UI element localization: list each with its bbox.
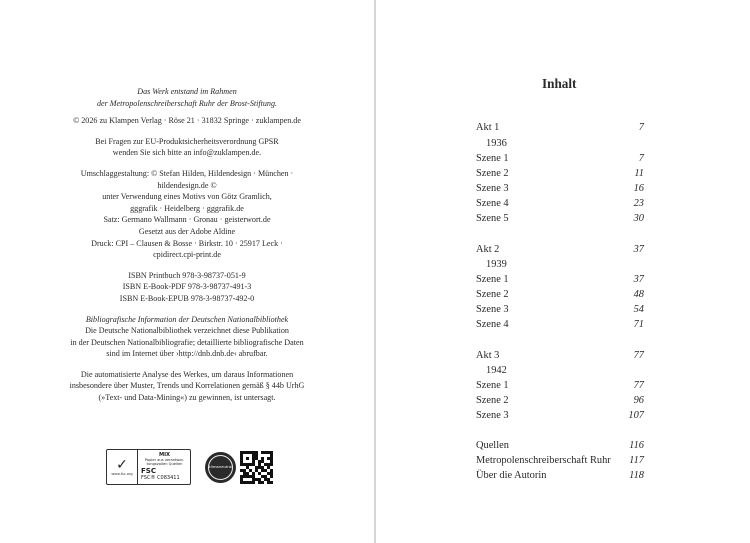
climate-seal-icon: klimaneutral <box>205 452 236 483</box>
toc-entry <box>476 212 644 226</box>
font-line: Gesetzt aus der Adobe Aldine <box>138 226 236 236</box>
toc-entry-label: Akt 1 <box>476 122 500 133</box>
toc-entry-page: 7 <box>638 122 644 133</box>
imprint-page <box>0 0 374 543</box>
toc-entry-label: Szene 5 <box>476 213 509 224</box>
toc-title: Inhalt <box>542 76 577 91</box>
fsc-tree-icon: ✓ www.fsc.org <box>107 450 138 484</box>
toc-entry-page: 54 <box>633 304 644 315</box>
gpsr-line: wenden Sie sich bitte an info@zuklampen.de. <box>112 148 262 158</box>
toc-entry <box>476 258 644 272</box>
dnb-line: in der Deutschen Nationalbibliografie; detaillierte bibliografische Daten <box>70 337 304 347</box>
dnb-line: sind im Internet über ›http://dnb.dnb.de‹ abrufbar. <box>106 349 268 359</box>
dnb-line: Die Deutsche Nationalbibliothek verzeichnet diese Publikation <box>85 326 289 336</box>
toc-entry-page: 107 <box>628 410 644 421</box>
fsc-mix-label: MIX <box>158 452 171 458</box>
toc-entry <box>476 303 644 317</box>
toc-entry-page: 118 <box>629 470 644 481</box>
toc-entry-page: 77 <box>633 350 644 361</box>
toc-entry <box>476 439 644 453</box>
toc-entry <box>476 288 644 302</box>
isbn-line: ISBN Printbuch 978-3-98737-051-9 <box>128 270 246 280</box>
typesetting-line: Satz: Germano Wallmann · Gronau · geisterwort.de <box>103 215 271 225</box>
toc-entry <box>476 364 644 378</box>
fsc-logo <box>106 449 191 485</box>
certification-logos <box>106 448 273 486</box>
isbn-line: ISBN E-Book-EPUB 978-3-98737-492-0 <box>119 293 255 303</box>
print-line: cpidirect.cpi-print.de <box>153 250 221 260</box>
toc-entry <box>476 349 644 363</box>
toc-entry-label: Szene 3 <box>476 304 509 315</box>
toc-entry <box>476 318 644 332</box>
toc-entry <box>476 379 644 393</box>
toc-entry <box>476 167 644 181</box>
toc-entry <box>476 409 644 423</box>
toc-entry-label: Szene 1 <box>476 153 509 164</box>
toc-entry-label: Szene 4 <box>476 319 509 330</box>
toc-entry <box>476 197 644 211</box>
toc-entry <box>476 273 644 287</box>
toc-entry-page: 71 <box>633 319 644 330</box>
toc-entry <box>476 454 644 468</box>
toc-entry-page: 30 <box>633 213 644 224</box>
cover-credit-line: gggrafik · Heidelberg · gggrafik.de <box>130 203 244 213</box>
tdm-line: insbesondere über Muster, Trends und Korrelationen gemäß § 44b UrhG <box>69 381 305 391</box>
toc-entry <box>476 243 644 257</box>
imprint-line: der Metropolenschreiberschaft Ruhr der Brost-Stiftung. <box>96 98 278 108</box>
toc-entry-label: Quellen <box>476 440 509 451</box>
gpsr-line: Bei Fragen zur EU-Produktsicherheitsverordnung GPSR <box>95 136 279 146</box>
toc-entry-label: Akt 3 <box>476 350 500 361</box>
fsc-code-label: FSC® C083411 <box>141 475 180 482</box>
toc-entry-label: Metropolenschreiberschaft Ruhr <box>476 455 611 466</box>
toc-entry <box>476 394 644 408</box>
tdm-line: (»Text- und Data-Mining«) zu gewinnen, ist untersagt. <box>98 393 276 403</box>
toc-entry <box>476 121 644 135</box>
toc-entry-page: 7 <box>638 153 644 164</box>
toc-entry-page: 37 <box>633 274 644 285</box>
toc-entry-page: 37 <box>633 244 644 255</box>
toc-entry <box>476 182 644 196</box>
fsc-brand-label: FSC <box>141 467 156 476</box>
tdm-line: Die automatisierte Analyse des Werkes, um daraus Informationen <box>80 369 294 379</box>
toc-entry-page: 96 <box>633 395 644 406</box>
toc-entry-label: 1936 <box>486 138 507 149</box>
toc-entry-label: Szene 4 <box>476 198 509 209</box>
cover-credit-line: unter Verwendung eines Motivs von Götz Gramlich, <box>102 192 272 202</box>
toc-entry-label: Szene 1 <box>476 380 509 391</box>
qr-code-icon <box>240 451 273 484</box>
cover-credit-line: Umschlaggestaltung: © Stefan Hilden, Hildendesign · München · <box>80 168 294 178</box>
cover-credit-line: hildendesign.de © <box>157 180 217 190</box>
toc-entry-label: Akt 2 <box>476 244 500 255</box>
imprint-text <box>20 86 354 404</box>
toc-entry <box>476 469 644 483</box>
toc-entry-page: 23 <box>633 198 644 209</box>
toc-entry-page: 16 <box>633 183 644 194</box>
toc-entry-label: 1939 <box>486 259 507 270</box>
toc-entry-label: Szene 1 <box>476 274 509 285</box>
print-line: Druck: CPI – Clausen & Bosse · Birkstr. 10 · 25917 Leck · <box>91 238 283 248</box>
toc-entry-label: Szene 2 <box>476 395 509 406</box>
toc-entry-page: 77 <box>633 380 644 391</box>
toc-entry-label: Szene 2 <box>476 168 509 179</box>
toc-entry-label: Szene 3 <box>476 410 509 421</box>
toc-entry-page: 48 <box>633 289 644 300</box>
toc-entry-label: 1942 <box>486 365 507 376</box>
dnb-heading: Bibliografische Information der Deutschen Nationalbibliothek <box>85 314 289 324</box>
fsc-paper-label: tungsvollen Quellen <box>146 462 183 467</box>
imprint-line: Das Werk entstand im Rahmen <box>137 87 237 96</box>
toc-entry <box>476 137 644 151</box>
toc-entry-page: 116 <box>629 440 644 451</box>
toc-entry-label: Szene 3 <box>476 183 509 194</box>
toc-entry-page: 11 <box>634 168 644 179</box>
toc-entry-label: Über die Autorin <box>476 470 547 481</box>
isbn-line: ISBN E-Book-PDF 978-3-98737-491-3 <box>122 282 252 292</box>
fsc-paper-label: Papier aus verantwor- <box>144 458 185 462</box>
toc-entry-page: 117 <box>629 455 644 466</box>
toc-entry <box>476 152 644 166</box>
toc-entry-label: Szene 2 <box>476 289 509 300</box>
copyright-line: © 2026 zu Klampen Verlag · Röse 21 · 31832 Springe · zuklampen.de <box>73 116 301 126</box>
